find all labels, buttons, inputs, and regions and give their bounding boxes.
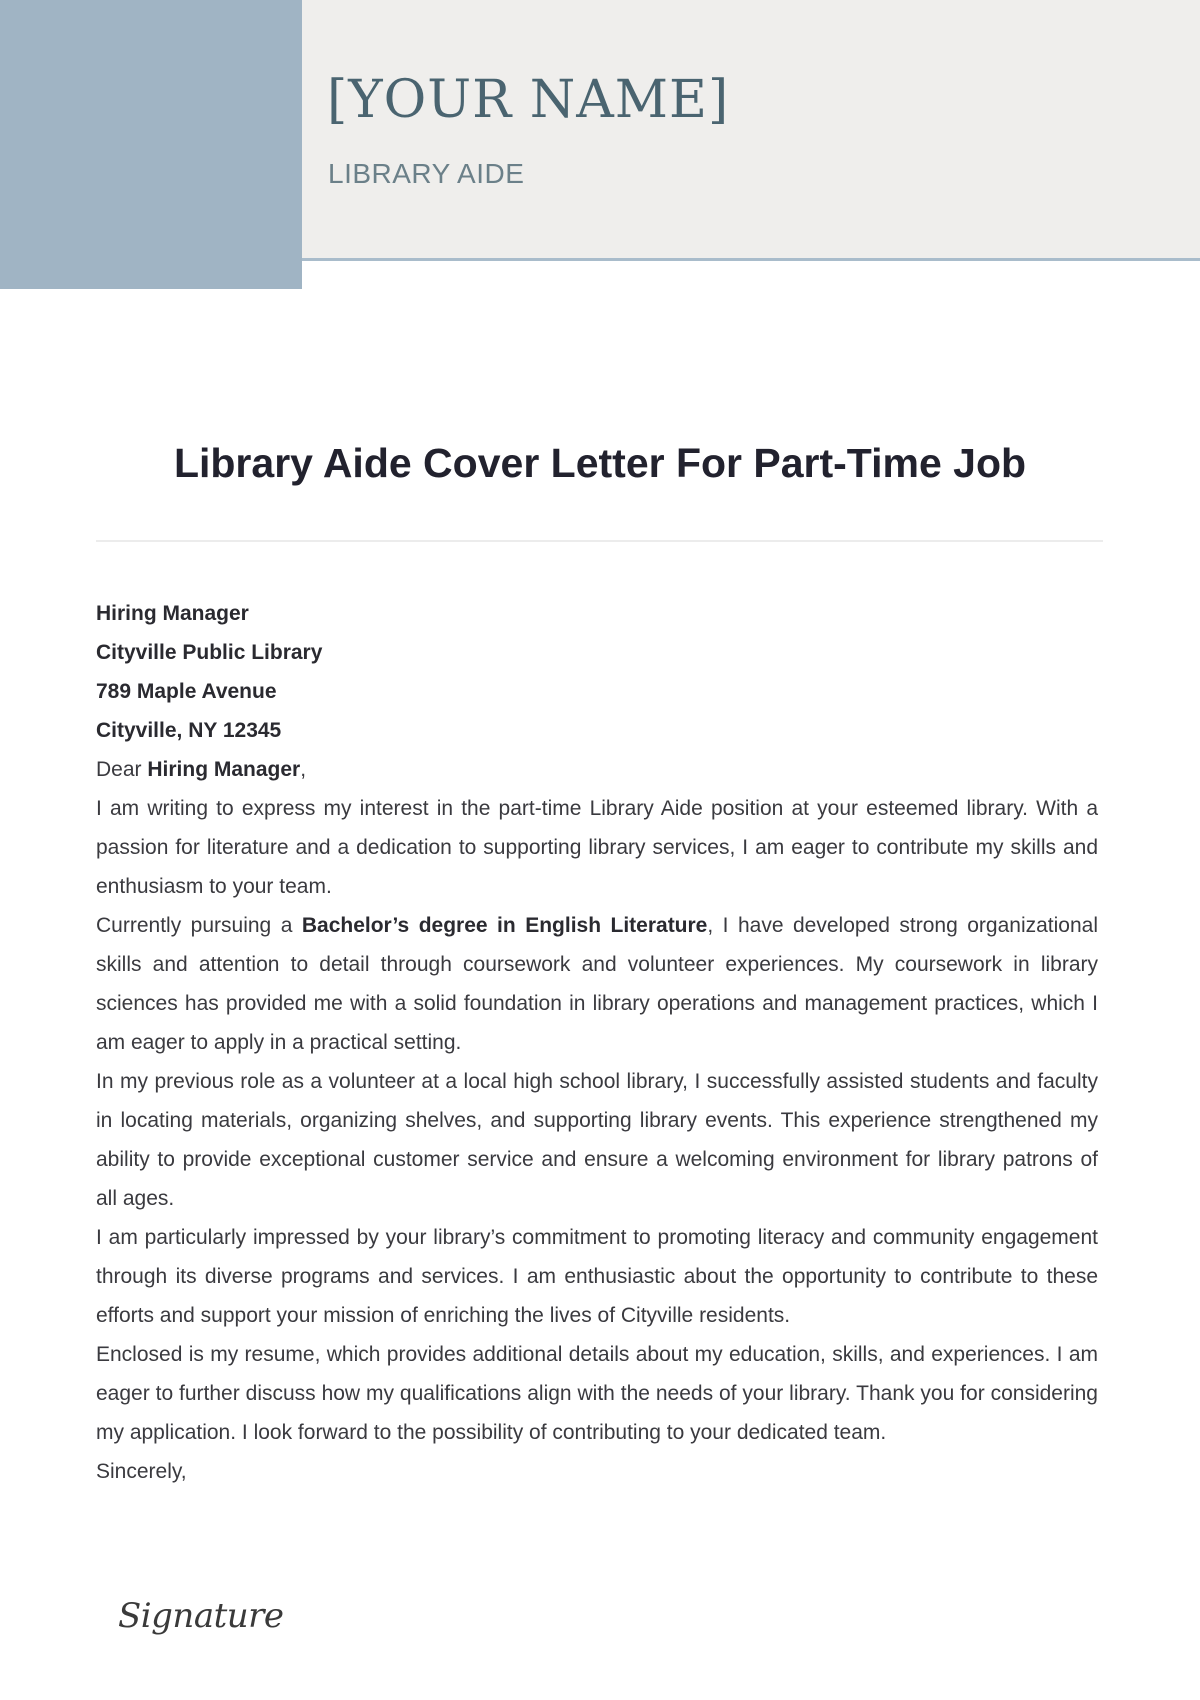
- paragraph-education-end: , I have developed strong organizational skills and attention to detail through coursework and volunteer experiences. My coursework in library sciences has provided me with a solid foundation in library operations and management practices, which I am eager to apply in a practical setting.: [96, 914, 1098, 1054]
- salutation: [96, 750, 1098, 789]
- closing-sincerely: Sincerely,: [96, 1460, 187, 1483]
- salutation-prefix: Dear: [96, 758, 142, 781]
- salutation-name: Hiring Manager: [147, 758, 301, 781]
- header-underline: [302, 258, 1200, 261]
- document-title: Library Aide Cover Letter For Part-Time Job: [173, 440, 1027, 486]
- recipient-name: Hiring Manager: [96, 602, 249, 625]
- paragraph-motivation: I am particularly impressed by your library’s commitment to promoting literacy and community engagement through its diverse programs and services. I am enthusiastic about the opportunity to contribute to these efforts and support your mission of enriching the lives of Cityville residents.: [96, 1226, 1098, 1327]
- paragraph-education: [96, 906, 1098, 1062]
- letter-body: [96, 594, 1098, 1491]
- paragraph-closing: Enclosed is my resume, which provides additional details about my education, skills, and experiences. I am eager to further discuss how my qualifications align with the needs of your library. Thank you for considering my application. I look forward to the possibility of contributing to your dedicated team.: [96, 1343, 1098, 1444]
- title-divider: [96, 540, 1103, 542]
- salutation-suffix: ,: [300, 758, 307, 781]
- paragraph-experience: In my previous role as a volunteer at a local high school library, I successfully assisted students and faculty in locating materials, organizing shelves, and supporting library events. This experience strengthened my ability to provide exceptional customer service and ensure a welcoming environment for library patrons of all ages.: [96, 1070, 1098, 1210]
- applicant-name: [YOUR NAME]: [327, 70, 730, 130]
- paragraph-education-start: Currently pursuing a: [96, 914, 302, 937]
- recipient-street: 789 Maple Avenue: [96, 680, 277, 703]
- recipient-organization: Cityville Public Library: [96, 641, 323, 664]
- degree-highlight: Bachelor’s degree in English Literature: [301, 914, 708, 937]
- recipient-city-state-zip: Cityville, NY 12345: [96, 719, 282, 742]
- applicant-job-title: LIBRARY AIDE: [328, 158, 525, 189]
- paragraph-intro: I am writing to express my interest in the part-time Library Aide position at your esteemed library. With a passion for literature and a dedication to supporting library services, I am eager to contribute my skills and enthusiasm to your team.: [96, 797, 1098, 898]
- header-accent-block: [0, 0, 302, 289]
- signature: Signature: [118, 1596, 284, 1636]
